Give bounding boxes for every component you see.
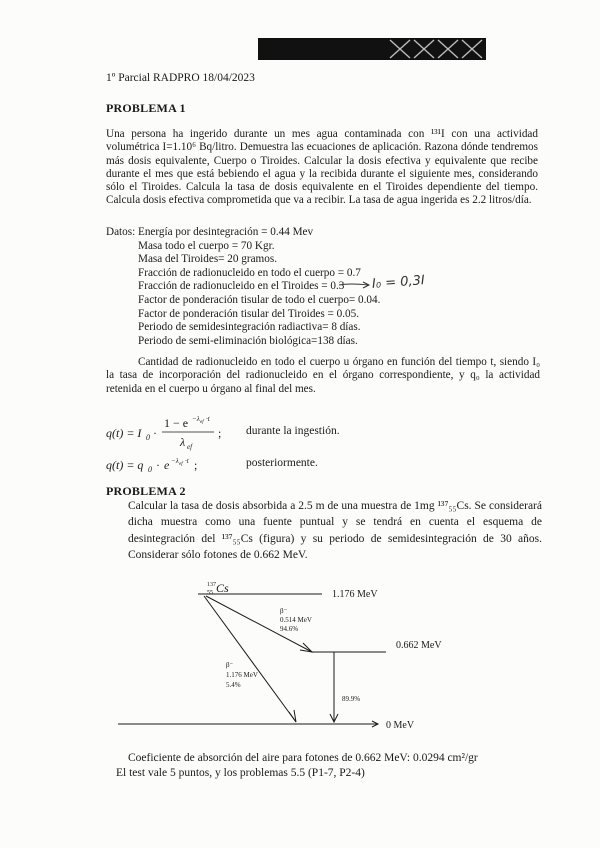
svg-text:ef: ef xyxy=(179,462,183,467)
beta1-percent: 94.6% xyxy=(280,625,299,633)
data-item: Masa del Tiroides= 20 gramos. xyxy=(138,253,278,266)
level-ground-label: 0 MeV xyxy=(386,720,415,731)
beta2-arrowhead xyxy=(289,710,296,722)
data-item: Fracción de radionucleido en todo el cuerpo = 0.7 xyxy=(138,266,361,279)
beta2-percent: 5.4% xyxy=(226,681,241,689)
problem1-title: PROBLEMA 1 xyxy=(106,101,186,115)
svg-text:−λ: −λ xyxy=(192,415,200,423)
level-top-label: 1.176 MeV xyxy=(332,589,378,600)
svg-text:ef: ef xyxy=(200,420,204,425)
beta1-energy: 0.514 MeV xyxy=(280,616,312,624)
svg-text:·: · xyxy=(156,458,160,472)
scoring-note: El test vale 5 puntos, y los problemas 5.5 (P1-7, P2-4) xyxy=(116,767,365,779)
svg-text:·t: ·t xyxy=(185,457,189,465)
problem1-statement: Una persona ha ingerido durante un mes agua contaminada con ¹³¹I con una actividad volumétrica I=1.10⁶ Bq/litro. Demuestra las ecuaciones de aplicación. Razona dónde tendremos más dosis equivalente, Cuerpo o Tiroides. Calcular la dosis efectiva y equivalente que recibe durante el mes que está bebiendo el agua y la recibida durante el siguiente mes, considerando sólo el Tiroides. Calcula la tasa de dosis equivalente en el Tiroides dependiente del tiempo. Calcula dosis efectiva comprometida que va a recibir. La tasa de agua ingerida es 2.2 litros/día. xyxy=(106,128,538,207)
beta1-label: β⁻ xyxy=(280,607,288,615)
svg-text:·t: ·t xyxy=(206,415,210,423)
problem2-statement: Calcular la tasa de dosis absorbida a 2.5 m de una muestra de 1mg ¹³⁷₅₅Cs. Se considerará dicha muestra como una fuente puntual y se tendrá en cuenta el esquema de desintegración del ¹³⁷₅₅Cs (figura) y su periodo de semidesintegración de 30 años. Considerar sólo fotones de 0.662 MeV. xyxy=(128,500,542,561)
data-item: Periodo de semidesintegración radiactiva= 8 días. xyxy=(138,321,361,334)
quantity-description: Cantidad de radionucleido en todo el cuerpo u órgano en función del tiempo t, siendo I₀ la tasa de incorporación del radionucleido en el órgano correspondiente, y q₀ la actividad retenida en el cuerpo u órgano al final del mes. xyxy=(106,356,540,395)
svg-text:λ: λ xyxy=(180,435,186,449)
beta2-label: β⁻ xyxy=(226,661,234,669)
beta1-arrowhead xyxy=(300,643,312,652)
nuclide-z: 55 xyxy=(207,590,213,596)
data-item: Masa todo el cuerpo = 70 Kgr. xyxy=(138,239,275,252)
beta2-energy: 1.176 MeV xyxy=(226,671,258,679)
absorption-coefficient-note: Coeficiente de absorción del aire para fotones de 0.662 MeV: 0.0294 cm²/gr xyxy=(128,752,478,764)
svg-text:0: 0 xyxy=(148,465,152,474)
svg-text:;: ; xyxy=(218,426,222,440)
nuclide-mass: 137 xyxy=(207,582,216,588)
gamma-percent: 89.9% xyxy=(342,695,361,703)
svg-text:0: 0 xyxy=(146,433,150,442)
equation-note-ingestion: durante la ingestión. xyxy=(246,425,340,437)
data-item: Periodo de semi-eliminación biológica=138 días. xyxy=(138,334,358,347)
data-item: Datos: Energía por desintegración = 0.44 Mev xyxy=(106,226,314,238)
svg-text:−λ: −λ xyxy=(171,457,179,465)
level-mid-label: 0.662 MeV xyxy=(396,640,442,651)
svg-text:e: e xyxy=(164,458,170,472)
handwritten-note: I₀ = 0,3I xyxy=(371,273,426,292)
data-item: Fracción de radionucleido en el Tiroides = 0.3 xyxy=(138,280,345,293)
nuclide-symbol: Cs xyxy=(216,581,229,595)
svg-text:·: · xyxy=(153,426,157,440)
svg-text:1 − e: 1 − e xyxy=(164,416,189,430)
svg-text:q(t) = q: q(t) = q xyxy=(106,458,144,472)
equation-note-after: posteriormente. xyxy=(246,457,318,469)
beta1-arrow xyxy=(206,596,312,652)
svg-text:q(t) = I: q(t) = I xyxy=(106,426,142,440)
problem2-title: PROBLEMA 2 xyxy=(106,484,186,498)
svg-text:ef: ef xyxy=(187,443,193,451)
data-item: Factor de ponderación tisular de todo el cuerpo= 0.04. xyxy=(138,293,381,306)
data-item: Factor de ponderación tisular del Tiroides = 0.05. xyxy=(138,307,360,320)
svg-text:;: ; xyxy=(194,458,198,472)
exam-header: 1º Parcial RADPRO 18/04/2023 xyxy=(106,72,255,84)
